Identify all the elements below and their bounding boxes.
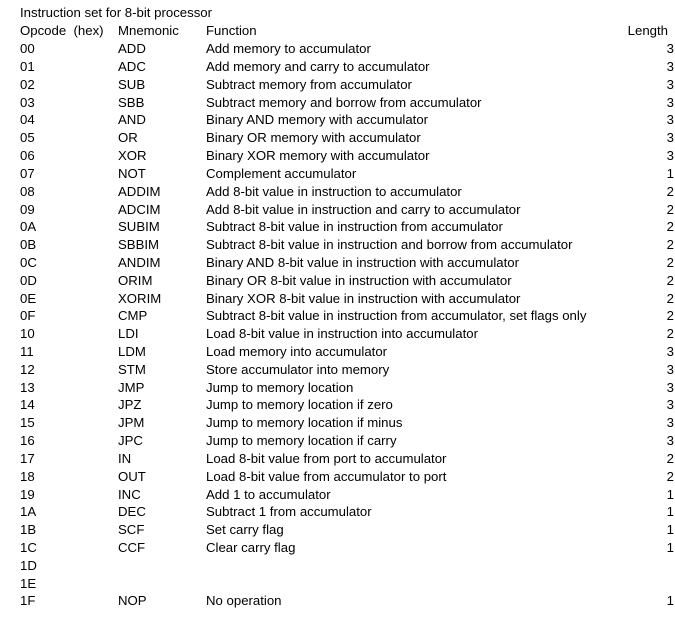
opcode-cell: 09 (20, 201, 35, 217)
table-row (20, 574, 675, 592)
function-cell: Add 8-bit value in instruction to accumulator (206, 183, 462, 199)
opcode-cell: 1F (20, 593, 36, 609)
mnemonic-cell: NOT (118, 165, 146, 181)
opcode-cell: 1C (20, 539, 37, 555)
length-cell: 3 (666, 433, 674, 449)
length-cell: 3 (666, 379, 674, 395)
table-row (20, 147, 675, 165)
length-cell: 3 (666, 344, 674, 360)
length-cell: 1 (666, 504, 674, 520)
length-cell: 2 (666, 237, 674, 253)
opcode-cell: 08 (20, 183, 35, 199)
mnemonic-cell: JPC (118, 433, 143, 449)
mnemonic-cell (118, 556, 206, 574)
opcode-cell: 15 (20, 415, 35, 431)
mnemonic-cell: SUBIM (118, 219, 160, 235)
opcode-header: Opcode (hex) (20, 23, 104, 39)
length-cell: 3 (666, 59, 674, 75)
function-header: Function (206, 23, 257, 39)
function-cell: Clear carry flag (206, 539, 296, 555)
opcode-cell: 0D (20, 272, 37, 288)
mnemonic-cell: DEC (118, 504, 146, 520)
length-cell: 2 (666, 183, 674, 199)
mnemonic-cell: STM (118, 361, 146, 377)
length-cell: 3 (666, 397, 674, 413)
mnemonic-cell: ORIM (118, 272, 153, 288)
function-cell: Subtract memory and borrow from accumulator (206, 94, 482, 110)
opcode-cell: 1E (20, 575, 37, 591)
mnemonic-cell: LDM (118, 344, 146, 360)
opcode-cell: 07 (20, 165, 35, 181)
opcode-cell: 06 (20, 148, 35, 164)
length-cell: 3 (666, 361, 674, 377)
opcode-cell: 13 (20, 379, 35, 395)
mnemonic-cell: SCF (118, 522, 145, 538)
table-row (20, 343, 675, 361)
table-row (20, 592, 675, 610)
function-cell: Binary OR memory with accumulator (206, 130, 421, 146)
length-cell: 2 (666, 290, 674, 306)
length-cell: 3 (666, 148, 674, 164)
table-row (20, 414, 675, 432)
function-cell: Add 1 to accumulator (206, 486, 331, 502)
function-cell: Load 8-bit value from port to accumulator (206, 450, 447, 466)
table-row (20, 111, 675, 129)
table-row (20, 58, 675, 76)
mnemonic-cell: IN (118, 450, 132, 466)
table-row (20, 236, 675, 254)
function-cell: Subtract 8-bit value in instruction from accumulator, set flags only (206, 308, 587, 324)
function-cell (206, 574, 615, 592)
table-row (20, 467, 675, 485)
mnemonic-cell: CCF (118, 539, 146, 555)
table-row (20, 556, 675, 574)
instruction-sheet (20, 4, 675, 610)
table-row (20, 271, 675, 289)
table-row (20, 539, 675, 557)
length-cell: 3 (666, 76, 674, 92)
length-cell: 2 (666, 272, 674, 288)
table-row (20, 200, 675, 218)
opcode-cell: 01 (20, 59, 35, 75)
length-cell: 1 (666, 165, 674, 181)
mnemonic-cell (118, 574, 206, 592)
mnemonic-cell: JMP (118, 379, 145, 395)
length-cell: 1 (666, 539, 674, 555)
table-row (20, 396, 675, 414)
opcode-cell: 1B (20, 522, 37, 538)
opcode-cell: 17 (20, 450, 35, 466)
length-cell: 3 (666, 94, 674, 110)
length-cell: 2 (666, 219, 674, 235)
table-header (20, 22, 675, 40)
function-cell: Load memory into accumulator (206, 344, 388, 360)
length-cell: 1 (666, 486, 674, 502)
function-cell: Subtract 1 from accumulator (206, 504, 372, 520)
mnemonic-cell: ADC (118, 59, 146, 75)
function-cell: Load 8-bit value from accumulator to port (206, 468, 447, 484)
function-cell: Add memory and carry to accumulator (206, 59, 430, 75)
mnemonic-cell: JPZ (118, 397, 142, 413)
length-cell: 3 (666, 112, 674, 128)
function-cell: Subtract 8-bit value in instruction and borrow from accumulator (206, 237, 573, 253)
opcode-cell: 02 (20, 76, 35, 92)
function-cell: Store accumulator into memory (206, 361, 390, 377)
function-cell: Binary AND memory with accumulator (206, 112, 429, 128)
mnemonic-cell: ADDIM (118, 183, 161, 199)
function-cell: Subtract memory from accumulator (206, 76, 412, 92)
opcode-cell: 19 (20, 486, 35, 502)
function-cell: No operation (206, 593, 282, 609)
length-cell: 1 (666, 593, 674, 609)
instruction-table (20, 22, 675, 610)
mnemonic-cell: CMP (118, 308, 148, 324)
table-row (20, 450, 675, 468)
opcode-cell: 04 (20, 112, 35, 128)
opcode-cell: 03 (20, 94, 35, 110)
function-cell: Binary AND 8-bit value in instruction with accumulator (206, 254, 519, 270)
mnemonic-cell: OUT (118, 468, 146, 484)
table-row (20, 40, 675, 58)
opcode-cell: 18 (20, 468, 35, 484)
mnemonic-cell: SBB (118, 94, 145, 110)
mnemonic-cell: INC (118, 486, 141, 502)
table-row (20, 360, 675, 378)
length-cell: 2 (666, 308, 674, 324)
opcode-cell: 14 (20, 397, 35, 413)
opcode-cell: 00 (20, 41, 35, 57)
function-cell: Binary OR 8-bit value in instruction with accumulator (206, 272, 512, 288)
page-title: Instruction set for 8-bit processor (20, 5, 213, 20)
function-cell: Complement accumulator (206, 165, 357, 181)
mnemonic-cell: JPM (118, 415, 145, 431)
mnemonic-cell: SBBIM (118, 237, 160, 253)
length-cell: 1 (666, 522, 674, 538)
table-row (20, 521, 675, 539)
function-cell: Add memory to accumulator (206, 41, 371, 57)
opcode-cell: 1A (20, 504, 37, 520)
table-row (20, 432, 675, 450)
table-row (20, 503, 675, 521)
function-cell (206, 556, 615, 574)
length-cell: 3 (666, 41, 674, 57)
opcode-cell: 0F (20, 308, 36, 324)
table-row (20, 325, 675, 343)
mnemonic-cell: ADCIM (118, 201, 161, 217)
mnemonic-cell: LDI (118, 326, 139, 342)
table-row (20, 485, 675, 503)
table-row (20, 165, 675, 183)
function-cell: Subtract 8-bit value in instruction from accumulator (206, 219, 503, 235)
table-row (20, 75, 675, 93)
length-cell: 2 (666, 326, 674, 342)
mnemonic-cell: AND (118, 112, 146, 128)
function-cell: Jump to memory location if minus (206, 415, 403, 431)
table-row (20, 307, 675, 325)
length-cell: 2 (666, 201, 674, 217)
mnemonic-cell: ADD (118, 41, 146, 57)
opcode-cell: 10 (20, 326, 35, 342)
function-cell: Jump to memory location if carry (206, 433, 397, 449)
opcode-cell: 0E (20, 290, 37, 306)
function-cell: Load 8-bit value in instruction into accumulator (206, 326, 478, 342)
function-cell: Binary XOR 8-bit value in instruction with accumulator (206, 290, 521, 306)
length-cell: 2 (666, 450, 674, 466)
length-header: Length (627, 23, 668, 39)
mnemonic-cell: XORIM (118, 290, 162, 306)
mnemonic-cell: XOR (118, 148, 147, 164)
table-row (20, 254, 675, 272)
opcode-cell: 0C (20, 254, 37, 270)
opcode-cell: 1D (20, 557, 37, 573)
mnemonic-cell: ANDIM (118, 254, 161, 270)
function-cell: Add 8-bit value in instruction and carry to accumulator (206, 201, 521, 217)
table-row (20, 378, 675, 396)
function-cell: Jump to memory location if zero (206, 397, 393, 413)
opcode-cell: 0A (20, 219, 37, 235)
length-cell: 2 (666, 468, 674, 484)
function-cell: Binary XOR memory with accumulator (206, 148, 430, 164)
function-cell: Set carry flag (206, 522, 284, 538)
opcode-cell: 05 (20, 130, 35, 146)
table-row (20, 182, 675, 200)
mnemonic-cell: OR (118, 130, 138, 146)
opcode-cell: 16 (20, 433, 35, 449)
mnemonic-header: Mnemonic (118, 23, 179, 39)
function-cell: Jump to memory location (206, 379, 354, 395)
table-body (20, 40, 675, 610)
opcode-cell: 12 (20, 361, 35, 377)
header-row (20, 22, 675, 40)
mnemonic-cell: NOP (118, 593, 147, 609)
table-row (20, 129, 675, 147)
length-cell (615, 556, 675, 574)
opcode-cell: 11 (20, 344, 34, 360)
table-row (20, 218, 675, 236)
table-row (20, 289, 675, 307)
length-cell (615, 574, 675, 592)
length-cell: 2 (666, 254, 674, 270)
table-row (20, 93, 675, 111)
mnemonic-cell: SUB (118, 76, 146, 92)
length-cell: 3 (666, 415, 674, 431)
opcode-cell: 0B (20, 237, 37, 253)
length-cell: 3 (666, 130, 674, 146)
